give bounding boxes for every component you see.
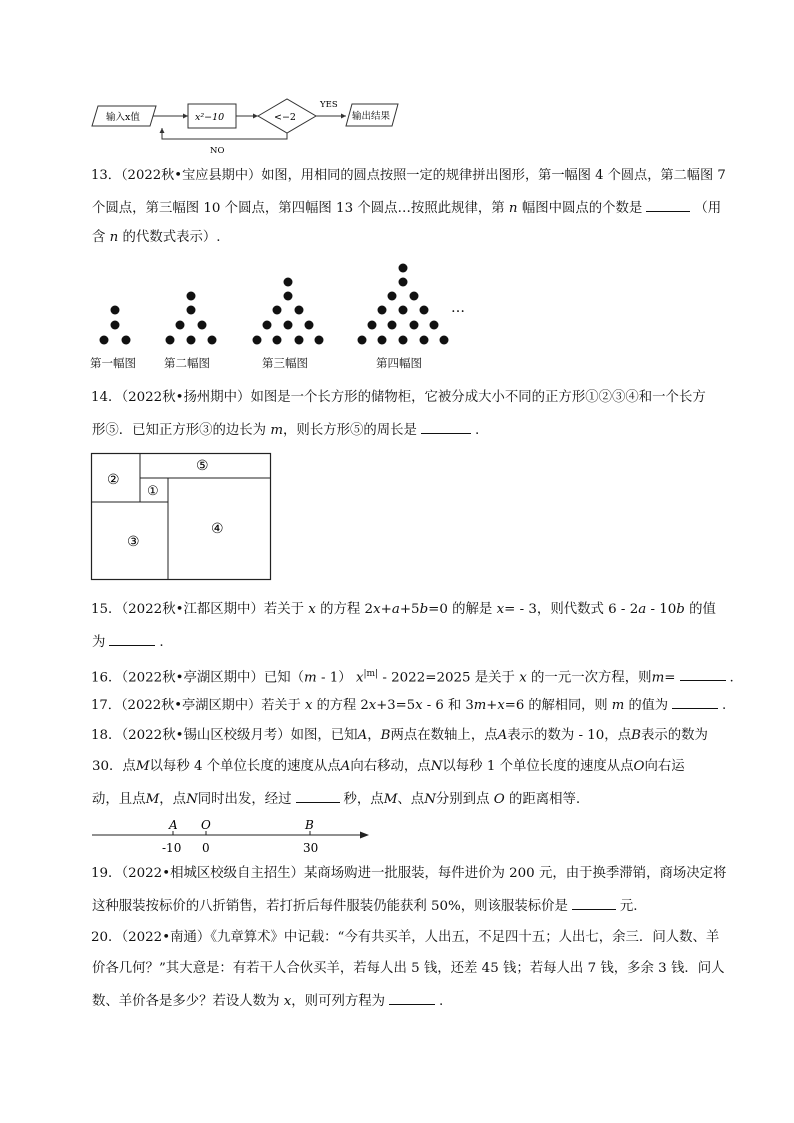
square-3-label: ③ xyxy=(127,534,140,550)
square-2-label: ② xyxy=(107,472,120,488)
question-18-line-3: 动，且点M，点N同时出发，经过 秒，点M、点N分别到点 O 的距离相等. xyxy=(92,788,580,810)
figure-2 xyxy=(166,292,217,345)
question-18-line-2: 30．点M以每秒 4 个单位长度的速度从点A向右移动，点N以每秒 1 个单位长度的速度从点O向右运 xyxy=(92,759,685,774)
flowchart-input-label: 输入x值 xyxy=(106,112,140,123)
figure-1-caption: 第一幅图 xyxy=(90,356,136,370)
question-17-line-1: 17．（2022秋•亭湖区期中）若关于 x 的方程 2x+3=5x - 6 和 3m+x=6 的解相同，则 m 的值为 . xyxy=(91,694,726,716)
square-4-label: ④ xyxy=(211,521,224,537)
answer-blank[interactable] xyxy=(421,419,471,434)
answer-blank[interactable] xyxy=(296,788,340,803)
number-line xyxy=(90,814,375,858)
question-14-line-1: 14．（2022秋•扬州期中）如图是一个长方形的储物柜，它被分成大小不同的正方形①②③④和一个长方 xyxy=(91,390,706,405)
point-b-value: 30 xyxy=(303,841,319,855)
flowchart-output-label: 输出结果 xyxy=(352,111,391,122)
question-13-line-2: 个圆点，第三幅图 10 个圆点，第四幅图 13 个圆点…按照此规律，第 n 幅图中圆点的个数是 （用 xyxy=(92,197,721,219)
question-number: 15． xyxy=(91,602,122,617)
question-source: （2022秋•锡山区校级月考） xyxy=(121,728,291,743)
figure-1 xyxy=(100,306,131,345)
question-source: （2022秋•江都区期中） xyxy=(121,602,264,617)
question-number: 19． xyxy=(91,866,122,881)
question-number: 17． xyxy=(91,698,121,713)
question-source: （2022•南通） xyxy=(121,930,211,945)
square-1-label: ① xyxy=(147,484,159,499)
dot-pattern-figures xyxy=(90,258,480,350)
flowchart-yes-label: YES xyxy=(320,100,338,110)
answer-blank[interactable] xyxy=(680,666,726,681)
question-number: 20． xyxy=(91,930,122,945)
flowchart-expr-label: x²−10 xyxy=(195,112,225,123)
question-20-line-1: 20．（2022•南通）《九章算术》中记载：“今有共买羊，人出五，不足四十五；人出七，余三．问人数、羊 xyxy=(91,930,720,945)
point-a-label: A xyxy=(169,818,178,832)
point-b-label: B xyxy=(305,818,314,832)
question-16-line-1: 16．（2022秋•亭湖区期中）已知（m - 1） $x^{|m|} - 2022=2025$ 是关于 x 的一元一次方程，则m= . xyxy=(91,664,734,688)
question-19-line-1: 19．（2022•相城区校级自主招生）某商场购进一批服装，每件进价为 200 元，由于换季滞销，商场决定将 xyxy=(91,866,727,881)
answer-blank[interactable] xyxy=(672,694,718,709)
answer-blank[interactable] xyxy=(572,895,616,910)
question-20-line-2: 价各几何？”其大意是：有若干人合伙买羊，若每人出 5 钱，还差 45 钱；若每人出 7 钱，多余 3 钱．问人 xyxy=(92,961,725,976)
question-15-line-1: 15．（2022秋•江都区期中）若关于 x 的方程 2x+a+5b=0 的解是 x= - 3，则代数式 6 - 2a - 10b 的值 xyxy=(91,602,716,617)
question-15-line-2: 为 . xyxy=(92,631,164,653)
figure-2-caption: 第二幅图 xyxy=(164,356,210,370)
flowchart-no-label: NO xyxy=(210,146,225,156)
question-source: （2022秋•亭湖区期中） xyxy=(120,698,262,713)
question-13-line-1: 13．（2022秋•宝应县期中）如图，用相同的圆点按照一定的规律拼出图形，第一幅图 4 个圆点，第二幅图 7 xyxy=(91,168,726,183)
question-source: （2022秋•扬州期中） xyxy=(121,390,251,405)
answer-blank[interactable] xyxy=(109,631,155,646)
question-source: （2022•相城区校级自主招生） xyxy=(121,866,305,881)
point-o-value: 0 xyxy=(202,841,210,855)
question-number: 13． xyxy=(91,168,121,183)
question-19-line-2: 这种服装按标价的八折销售，若打折后每件服装仍能获利 50%，则该服装标价是 元. xyxy=(92,895,638,917)
question-13-line-3: 含 n 的代数式表示）. xyxy=(92,230,221,245)
figure-3 xyxy=(253,278,324,345)
cabinet-figure xyxy=(90,452,274,582)
question-number: 18． xyxy=(91,728,122,743)
answer-blank[interactable] xyxy=(389,990,435,1005)
answer-blank[interactable] xyxy=(646,197,690,212)
question-number: 14． xyxy=(91,390,122,405)
question-18-line-1: 18．（2022秋•锡山区校级月考）如图，已知A，B两点在数轴上，点A表示的数为 - 10，点B表示的数为 xyxy=(91,728,708,743)
figure-3-caption: 第三幅图 xyxy=(262,356,308,370)
question-20-line-3: 数、羊价各是多少？若设人数为 x，则可列方程为 . xyxy=(92,990,443,1012)
figure-4 xyxy=(358,264,449,345)
question-source: （2022秋•亭湖区期中） xyxy=(121,670,264,686)
point-o-label: O xyxy=(201,818,211,832)
question-source: （2022秋•宝应县期中） xyxy=(120,168,262,183)
question-14-line-2: 形⑤．已知正方形③的边长为 m，则长方形⑤的周长是 . xyxy=(92,419,479,441)
point-a-value: -10 xyxy=(162,841,182,855)
figure-ellipsis: … xyxy=(451,300,465,316)
figure-4-caption: 第四幅图 xyxy=(376,356,422,370)
flowchart xyxy=(90,95,400,157)
question-number: 16． xyxy=(91,670,122,686)
rect-5-label: ⑤ xyxy=(196,458,209,474)
flowchart-condition-label: <−2 xyxy=(274,112,296,123)
